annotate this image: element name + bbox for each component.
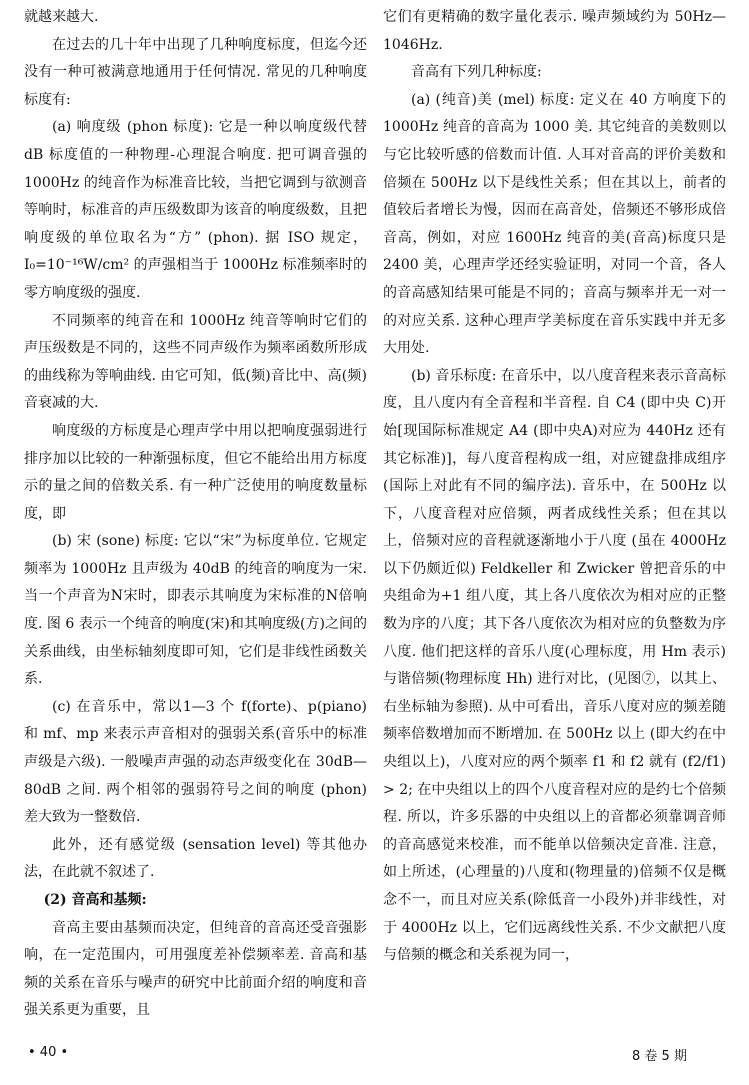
paragraph: (c) 在音乐中，常以1—3 个 f(forte)、p(piano) 和 mf、mp 来表示声音相对的强弱关系(音乐中的标准声级是六级). 一般噪声声强的动态声级变化在 30dB—80dB 之间. 两个相邻的强弱符号之间的响度 (phon) 差大致为一整数倍. [24, 698, 367, 826]
paragraph: 不同频率的纯音在和 1000Hz 纯音等响时它们的声压级数是不同的，这些不同声级作为频率函数所形成的曲线称为等响曲线. 由它可知，低(频)音比中、高(频)音衰减的大. [24, 312, 367, 412]
paragraph: 它们有更精确的数字量化表示. 噪声频域约为 50Hz—1046Hz. [383, 9, 726, 53]
page-number: • 40 • [28, 1045, 69, 1060]
paragraph: 在过去的几十年中出现了几种响度标度，但迄今还没有一种可被满意地通用于任何情况. 常见的几种响度标度有: [24, 36, 367, 108]
paragraph: 就越来越大. [24, 9, 99, 25]
paragraph: (a) 响度级 (phon 标度): 它是一种以响度级代替 dB 标度值的一种物理-心理混合响度. 把可调音强的 1000Hz 的纯音作为标准音比较，当把它调到与欲测音等响时，标准音的声压级数即为该音的响度级数，且把响度级的单位取名为“方” (phon). 据 ISO 规定，I₀=10⁻¹⁶W/cm² 的声强相当于 1000Hz 标准频率时的零方响度级的强度. [24, 119, 367, 301]
paragraph: 音高有下列几种标度: [411, 64, 542, 81]
left-column [24, 4, 367, 1025]
journal-issue: 8 卷 5 期 [632, 1049, 687, 1064]
paragraph: 音高主要由基频而决定，但纯音的音高还受音强影响，在一定范围内，可用强度差补偿频率差. 音高和基频的关系在音乐与噪声的研究中比前面介绍的响度和音强关系更为重要，且 [24, 919, 367, 1019]
paragraph: (b) 音乐标度: 在音乐中，以八度音程来表示音高标度，且八度内有全音程和半音程. 自 C4 (即中央 C)开始[现国际标准规定 A4 (即中央A)对应为 440Hz 还有其它标准)]，每八度音程构成一组，对应键盘排成组序(国际上对此有不同的编序法). 音乐中，在 500Hz 以下，八度音程对应倍频，两者成线性关系；但在其以上，倍频对应的音程就逐渐地小于八度 (虽在 4000Hz 以下仍颇近似) Feldkeller 和 Zwicker 曾把音乐的中央组命为+1 组八度，其上各八度依次为相对应的正整数为序的八度；其下各八度依次为相对应的负整数为序八度. 他们把这样的音乐八度(心理标度，用 Hm 表示)与谐倍频(物理标度 Hh) 进行对比，(见图⑦，以其上、右坐标轴为参照). 从中可看出，音乐八度对应的频差随频率倍数增加而不断增加. 在 500Hz 以上 (即大约在中央组以上)，八度对应的两个频率 f1 和 f2 就有 (f2/f1) > 2; 在中央组以上的四个八度音程对应的是约七个倍频程. 所以，许多乐器的中央组以上的音都必须靠调音师的音高感觉来校准，而不能单以倍频决定音准. 注意，如上所述，(心理量的)八度和(物理量的)倍频不仅是概念不一，而且对应关系(除低音一小段外)并非线性，对于 4000Hz 以上，它们远离线性关系. 不少文献把八度与倍频的概念和关系视为同一， [383, 367, 726, 964]
paragraph: 此外，还有感觉级 (sensation level) 等其他办法，在此就不叙述了. [24, 836, 367, 881]
paragraph: 响度级的方标度是心理声学中用以把响度强弱进行排序加以比较的一种渐强标度，但它不能给出用方标度示的量之间的倍数关系. 有一种广泛使用的响度数量标度，即 [24, 422, 367, 522]
right-column [383, 4, 726, 970]
paragraph: (a) (纯音)美 (mel) 标度: 定义在 40 方响度下的 1000Hz 纯音的音高为 1000 美. 其它纯音的美数则以与它比较听感的倍数而计值. 人耳对音高的评价美数和倍频在 500Hz 以下是线性关系；但在其以上，前者的值较后者增长为慢，因而在高音处，倍频还不够形成倍音高，例如，对应 1600Hz 纯音的美(音高)标度只是 2400 美，心理声学还经实验证明，对同一个音，各人的音高感知结果可能是不同的；音高与频率并无一对一的对应关系. 这种心理声学美标度在音乐实践中并无多大用处. [383, 91, 726, 357]
section-heading: (2) 音高和基频: [43, 892, 147, 908]
paragraph: (b) 宋 (sone) 标度: 它以“宋”为标度单位. 它规定频率为 1000Hz 且声级为 40dB 的纯音的响度为一宋. 当一个声音为N宋时，即表示其响度为宋标准的N倍响度. 图 6 表示一个纯音的响度(宋)和其响度级(方)之间的关系曲线，由坐标轴刻度即可知，它们是非线性函数关系. [24, 533, 367, 688]
